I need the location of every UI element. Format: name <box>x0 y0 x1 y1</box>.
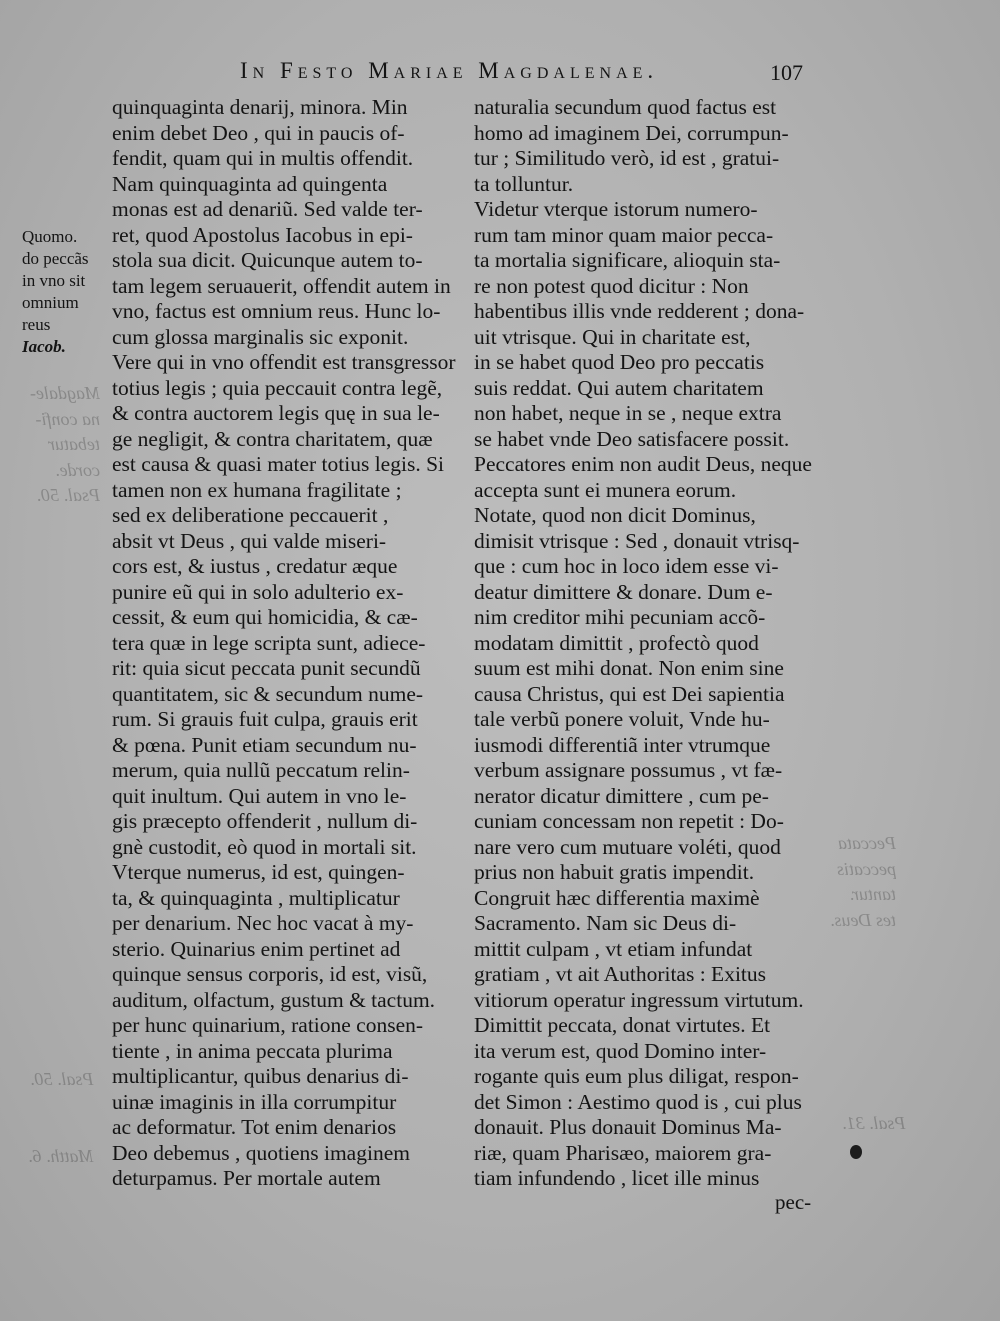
text-line: Videtur vterque istorum numero- <box>474 197 758 221</box>
text-line: tiente , in anima peccata plurima <box>112 1038 393 1063</box>
text-line: rum tam minor quam maior pecca- <box>474 222 774 247</box>
text-line: gis præcepto offenderit , nullum di- <box>112 809 418 833</box>
text-line: nerator dicatur dimittere , cum pe- <box>474 783 769 808</box>
page-number: 107 <box>770 60 803 85</box>
show-through-line: tebatur <box>47 434 100 454</box>
text-line: merum, quia nullũ peccatum relin- <box>112 758 410 782</box>
text-line: & pœna. Punit etiam secundum nu- <box>112 732 417 757</box>
text-line: gratiam , vt ait Authoritas : Exitus <box>474 962 767 986</box>
text-line: ta tolluntur. <box>474 171 574 196</box>
text-line: re non potest quod dicitur : Non <box>474 273 749 298</box>
margin-note-line: reus <box>22 315 51 334</box>
text-line: quit inultum. Qui autem in vno le- <box>112 783 407 808</box>
running-head: In Festo Mariae Magdalenae. <box>240 58 659 83</box>
show-through-line: Magdale- <box>30 383 100 403</box>
text-line: sed ex deliberatione peccauerit , <box>112 503 389 527</box>
text-line: vno, factus est omnium reus. Hunc lo- <box>112 299 441 323</box>
text-line: Deo debemus , quotiens imaginem <box>112 1140 410 1165</box>
text-line: tamen non ex humana fragilitate ; <box>112 477 402 502</box>
show-through-right-upper <box>830 832 896 934</box>
margin-note <box>22 226 89 358</box>
text-line: rum. Si grauis fuit culpa, grauis erit <box>112 707 418 731</box>
text-line: Congruit hæc differentia maximè <box>474 885 760 910</box>
text-line: ta, & quinquaginta , multiplicatur <box>112 885 400 910</box>
text-line: ac deformatur. Tot enim denarios <box>112 1115 397 1139</box>
text-line: cuniam concessam non repetit : Do- <box>474 809 784 833</box>
text-line: homo ad imaginem Dei, corrumpun- <box>474 120 789 145</box>
show-through-line <box>28 1119 94 1145</box>
text-line: absit vt Deus , qui valde miseri- <box>112 528 387 553</box>
text-line: ge negligit, & contra charitatem, quæ <box>112 426 433 451</box>
text-line: donauit. Plus donauit Dominus Ma- <box>474 1115 782 1139</box>
show-through-line: tes Deus. <box>830 909 896 930</box>
text-line: tam legem seruauerit, offendit autem in <box>112 273 451 298</box>
text-line: enim debet Deo , qui in paucis of- <box>112 120 405 145</box>
text-line: se habet vnde Deo satisfacere possit. <box>474 426 790 451</box>
text-line: per hunc quinarium, ratione consen- <box>112 1013 424 1037</box>
text-line: tur ; Similitudo verò, id est , gratui- <box>474 146 780 170</box>
show-through-line: Psal. 50. <box>29 1069 94 1089</box>
text-line: causa Christus, qui est Dei sapientia <box>474 681 785 706</box>
left-text-column <box>112 95 462 1192</box>
margin-note-line: omnium <box>22 293 79 312</box>
text-line: cessit, & eum qui homicidia, & cæ- <box>112 605 418 629</box>
text-line: dimisit vtrisque : Sed , donauit vtrisq- <box>474 528 800 553</box>
text-line: Nam quinquaginta ad quingenta <box>112 171 388 196</box>
text-line: per denarium. Nec hoc vacat à my- <box>112 911 414 935</box>
text-line: habentibus illis vnde redderent ; dona- <box>474 299 805 323</box>
text-line: punire eũ qui in solo adulterio ex- <box>112 579 404 604</box>
text-line: stola sua dicit. Quicunque autem to- <box>112 248 423 272</box>
right-text-column <box>474 95 819 1192</box>
text-line: non habet, neque in se , neque extra <box>474 401 782 425</box>
text-line: modatam dimittit , profectò quod <box>474 630 759 655</box>
show-through-right-lower <box>842 1112 906 1138</box>
margin-note-line: do peccãs <box>22 249 89 268</box>
text-line: naturalia secundum quod factus est <box>474 95 777 119</box>
text-line: Dimittit peccata, donat virtutes. Et <box>474 1013 771 1037</box>
text-line: totius legis ; quia peccauit contra legẽ, <box>112 375 443 400</box>
text-line: iusmodi differentiã inter vtrumque <box>474 732 771 757</box>
text-line: Sacramento. Nam sic Deus di- <box>474 911 737 935</box>
text-line: suis reddat. Qui autem charitatem <box>474 375 764 400</box>
text-line: Vterque numerus, id est, quingen- <box>112 860 405 884</box>
text-line: gnè custodit, eò quod in mortali sit. <box>112 834 417 859</box>
text-line: tale verbũ ponere voluit, Vnde hu- <box>474 707 770 731</box>
text-line: quinque sensus corporis, id est, visũ, <box>112 962 428 986</box>
margin-note-line: in vno sit <box>22 271 86 290</box>
text-line: verbum assignare possumus , vt fæ- <box>474 758 783 782</box>
show-through-line <box>28 1094 94 1120</box>
text-line: deturpamus. Per mortale autem <box>112 1166 381 1190</box>
text-line: tera quæ in lege scripta sunt, adiece- <box>112 630 426 655</box>
text-line: ta mortalia significare, alioquin sta- <box>474 248 781 272</box>
margin-note-line: Quomo. <box>22 227 78 246</box>
text-line: nim creditor mihi pecuniam accõ- <box>474 605 766 629</box>
text-line: accepta sunt ei munera eorum. <box>474 477 737 502</box>
text-line: que : cum hoc in loco idem esse vi- <box>474 554 779 578</box>
text-line: rit: quia sicut peccata punit secundũ <box>112 656 421 680</box>
text-line: & contra auctorem legis quę in sua le- <box>112 401 440 425</box>
text-line: uinæ imaginis in illa corrumpitur <box>112 1089 397 1114</box>
text-line: deatur dimittere & donare. Dum e- <box>474 579 773 604</box>
text-line: vitiorum operatur ingressum virtutum. <box>474 987 804 1012</box>
show-through-left-upper <box>30 382 100 510</box>
text-line: quinquaginta denarij, minora. Min᷑ <box>112 95 425 119</box>
ink-blot <box>850 1145 862 1159</box>
text-line: prius non habuit gratis impendit. <box>474 860 755 884</box>
text-line: suum est mihi donat. Non enim sine <box>474 656 784 680</box>
text-line: Notate, quod non dicit Dominus, <box>474 503 756 527</box>
text-line: est causa & quasi mater totius legis. Si <box>112 452 445 476</box>
show-through-line: Psal. 31. <box>842 1113 906 1133</box>
text-line: sterio. Quinarius enim pertinet ad <box>112 936 401 961</box>
text-line: Peccatores enim non audit Deus, neque <box>474 452 812 476</box>
margin-note-line: Iacob. <box>22 337 66 356</box>
show-through-line: Peccata <box>838 833 896 853</box>
show-through-line: na confi- <box>35 408 100 429</box>
text-line: mittit culpam , vt etiam infundat <box>474 936 753 961</box>
text-line: det Simon : Aestimo quod is , cui plus <box>474 1089 802 1114</box>
text-line: Vere qui in vno offendit est transgressor <box>112 350 456 374</box>
show-through-left-lower <box>28 1068 94 1170</box>
show-through-line: Psal. 50. <box>36 485 100 505</box>
text-line: in se habet quod Deo pro peccatis <box>474 350 765 374</box>
show-through-line: tantur. <box>849 884 896 904</box>
text-line: riæ, quam Pharisæo, maiorem gra- <box>474 1140 772 1165</box>
text-line: uit vtrisque. Qui in charitate est, <box>474 324 751 349</box>
show-through-line: Matth. 6. <box>28 1145 94 1166</box>
text-line: monas est ad denariũ. Sed valde ter- <box>112 197 423 221</box>
show-through-line: peccatis <box>837 858 896 879</box>
text-line: nare vero cum mutuare voléti, quod <box>474 834 781 859</box>
text-line: ita verum est, quod Domino inter- <box>474 1038 767 1063</box>
text-line: rogante quis eum plus diligat, respon- <box>474 1064 799 1088</box>
text-line: cum glossa marginalis sic exponit. <box>112 324 409 349</box>
text-line: auditum, olfactum, gustum & tactum. <box>112 987 436 1012</box>
text-line: multiplicantur, quibus denarius di- <box>112 1064 409 1088</box>
text-line: cors est, & iustus , credatur æque <box>112 554 398 578</box>
text-line: quantitatem, sic & secundum nume- <box>112 681 424 706</box>
catchword: pec- <box>775 1190 812 1214</box>
text-line: fendit, quam qui in multis offendit. <box>112 146 414 170</box>
text-line: ret, quod Apostolus Iacobus in epi- <box>112 222 413 247</box>
show-through-line: corde. <box>55 459 100 480</box>
text-line: tiam infundendo , licet ille minus <box>474 1166 760 1190</box>
